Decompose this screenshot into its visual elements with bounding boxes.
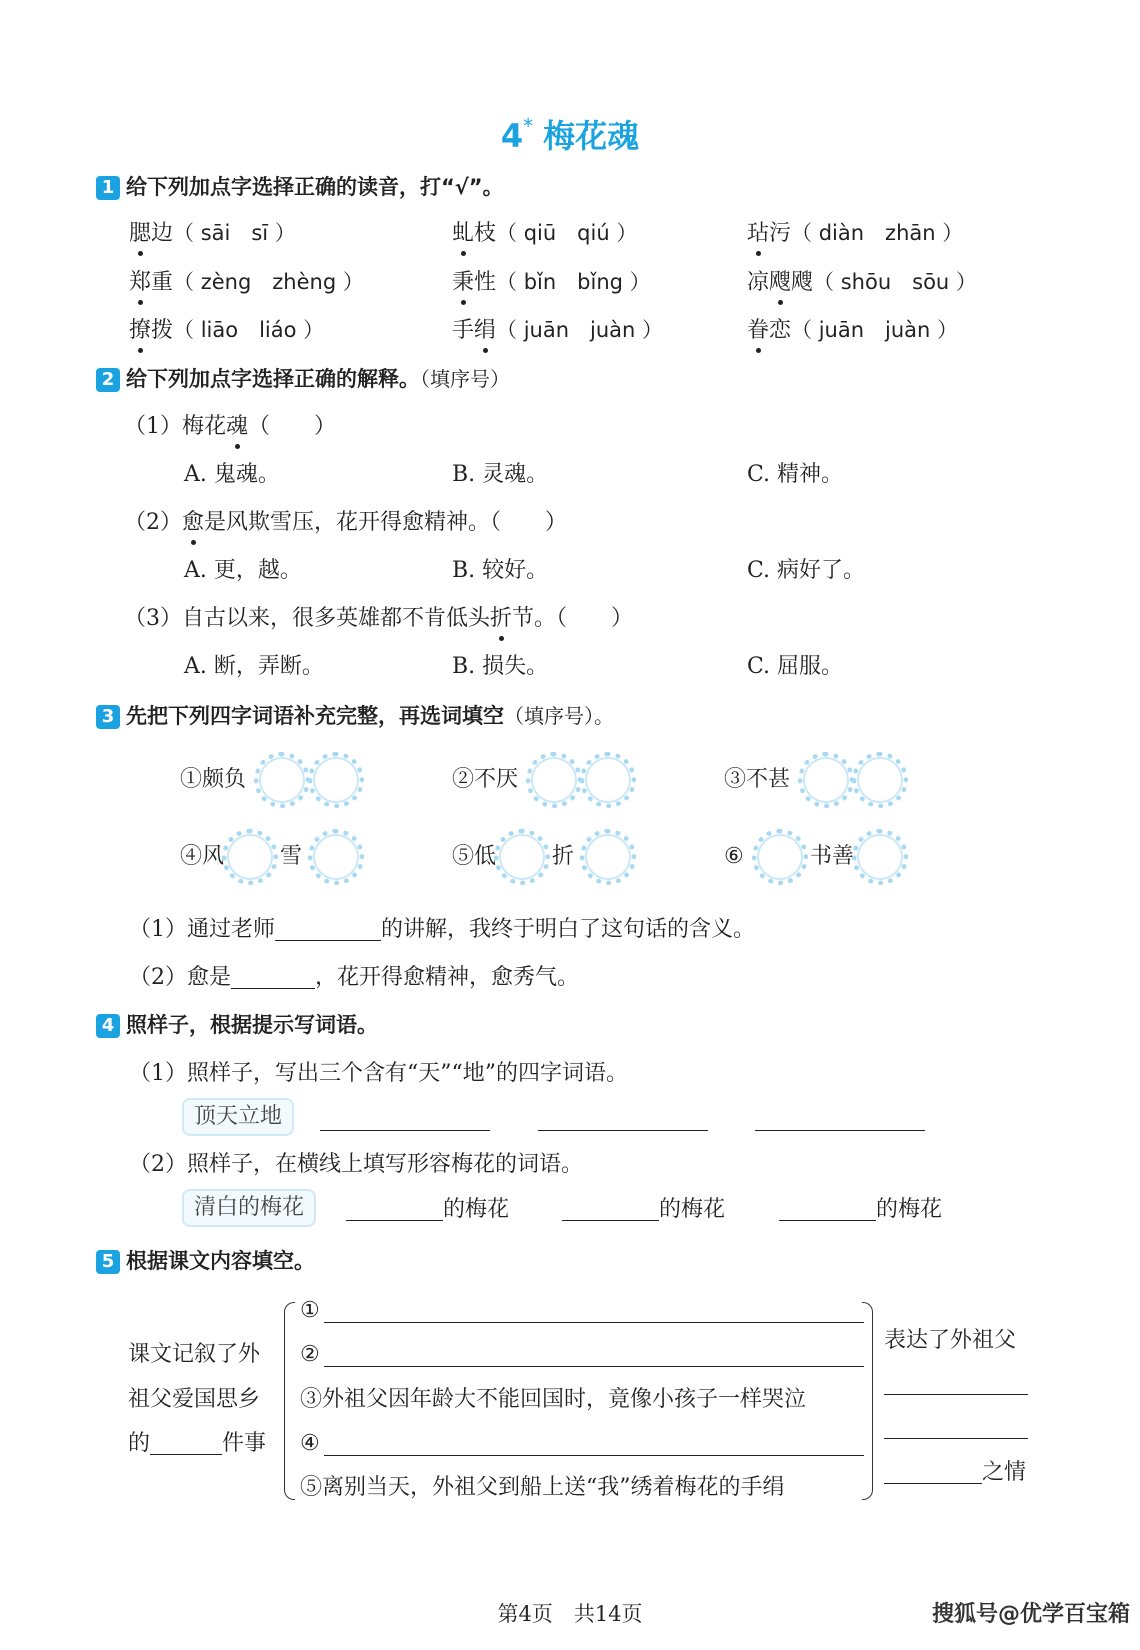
- dotted-char: 飕: [769, 270, 792, 295]
- question-text: 给下列加点字选择正确的读音，打“√”。: [126, 175, 504, 199]
- answer-blank[interactable]: [346, 1220, 443, 1221]
- dotted-char: 撩: [129, 318, 152, 343]
- dotted-char: 魂: [226, 414, 249, 439]
- summary-text: 的: [128, 1431, 151, 1456]
- option: C. 病好了。: [747, 558, 866, 583]
- pinyin-options[interactable]: （ liāo liáo ）: [173, 318, 325, 342]
- word-part: 恋: [769, 318, 792, 343]
- word-part: 重: [151, 270, 174, 295]
- answer-blank[interactable]: [275, 940, 381, 941]
- pinyin-options[interactable]: （ juān juàn ）: [496, 318, 664, 342]
- answer-line[interactable]: [538, 1130, 708, 1131]
- char-circle[interactable]: [798, 752, 854, 808]
- pinyin-item: [747, 320, 958, 342]
- option: C. 精神。: [747, 462, 844, 487]
- fill-sentence-2: [129, 967, 579, 989]
- question-number-badge: 2: [96, 368, 120, 392]
- option: B. 损失。: [452, 654, 549, 679]
- sentence-text: ，花开得愈精神，愈秀气。: [315, 965, 580, 990]
- question-number-badge: 3: [96, 705, 120, 729]
- sub-question: [124, 416, 336, 438]
- lesson-number: 4: [500, 117, 524, 155]
- pinyin-item: [129, 223, 296, 245]
- summary-right-top: 表达了外祖父: [884, 1328, 1017, 1353]
- option: C. 屈服。: [747, 654, 844, 679]
- question-text: 先把下列四字词语补充完整，再选词填空: [126, 704, 504, 728]
- dotted-char: 玷: [747, 221, 770, 246]
- answer-line[interactable]: [324, 1366, 864, 1367]
- char-circle[interactable]: [308, 829, 364, 885]
- answer-blank[interactable]: [779, 1220, 876, 1221]
- char-circle[interactable]: [526, 752, 582, 808]
- idiom-prefix: ④风: [180, 844, 225, 869]
- idiom-middle: 雪: [280, 844, 303, 869]
- question-text: 根据课文内容填空。: [126, 1249, 315, 1273]
- watermark: 搜狐号@优学百宝箱: [931, 1602, 1130, 1627]
- pinyin-options[interactable]: （ zèng zhèng ）: [173, 270, 364, 294]
- answer-line[interactable]: [324, 1322, 864, 1323]
- char-circle[interactable]: [254, 752, 310, 808]
- char-circle[interactable]: [580, 752, 636, 808]
- dotted-char: 愈: [182, 510, 205, 535]
- summary-right-end: [884, 1462, 1026, 1484]
- left-brace: [284, 1302, 295, 1500]
- question-hint: （填序号）。: [504, 704, 614, 728]
- sentence-text: （1）通过老师: [129, 917, 275, 942]
- pinyin-options[interactable]: （ bǐn bǐng ）: [496, 270, 651, 294]
- suffix-text: 的梅花: [659, 1197, 726, 1222]
- answer-line[interactable]: [324, 1455, 864, 1456]
- fill-sentence-1: [129, 919, 755, 941]
- option: B. 较好。: [452, 558, 549, 583]
- sentence-part: 梅花: [182, 414, 227, 439]
- question-text: 给下列加点字选择正确的解释。: [126, 367, 420, 391]
- answer-line[interactable]: [320, 1130, 490, 1131]
- word-part: 飕: [791, 270, 814, 295]
- example-box-1: [182, 1098, 294, 1136]
- right-brace: [862, 1302, 873, 1500]
- word-part: 枝: [474, 221, 497, 246]
- pinyin-options[interactable]: （ shōu sōu ）: [813, 270, 977, 294]
- pinyin-options[interactable]: （ diàn zhān ）: [791, 221, 964, 245]
- pinyin-item: [452, 320, 663, 342]
- word-part: 拨: [151, 318, 174, 343]
- sentence-part[interactable]: 是风欺雪压，花开得愈精神。（ ）: [204, 510, 568, 535]
- sub-question: [124, 512, 567, 534]
- option: B. 灵魂。: [452, 462, 549, 487]
- example-box-2: [182, 1189, 316, 1227]
- fill-plum-1: [346, 1199, 509, 1221]
- summary-text: 件事: [222, 1431, 267, 1456]
- dotted-char: 折: [490, 606, 513, 631]
- event-item: ⑤离别当天，外祖父到船上送“我”绣着梅花的手绢: [300, 1475, 785, 1500]
- question-4-header: [96, 1014, 378, 1038]
- char-circle[interactable]: [852, 752, 908, 808]
- summary-text: 之情: [982, 1460, 1027, 1485]
- pinyin-options[interactable]: （ sāi sī ）: [173, 221, 296, 245]
- pinyin-options[interactable]: （ juān juàn ）: [791, 318, 959, 342]
- sub-question: [124, 608, 633, 630]
- answer-line[interactable]: [884, 1394, 1028, 1395]
- lesson-star: *: [523, 114, 534, 138]
- lesson-title: 梅花魂: [543, 117, 640, 155]
- question-2-header: [96, 368, 510, 392]
- question-1-header: [96, 176, 504, 200]
- question-number-badge: 1: [96, 176, 120, 200]
- answer-blank[interactable]: [562, 1220, 659, 1221]
- idiom-prefix: ③不甚: [724, 767, 791, 792]
- summary-left-2: 祖父爱国思乡: [128, 1387, 261, 1412]
- idiom-middle: 书善: [810, 844, 855, 869]
- sub-question-2: （2）照样子，在横线上填写形容梅花的词语。: [129, 1152, 583, 1177]
- summary-left-1: 课文记叙了外: [128, 1342, 261, 1367]
- suffix-text: 的梅花: [876, 1197, 943, 1222]
- suffix-text: 的梅花: [443, 1197, 510, 1222]
- dotted-char: 虬: [452, 221, 475, 246]
- option: A. 更，越。: [184, 558, 302, 583]
- idiom-prefix: ⑤低: [452, 844, 497, 869]
- question-5-header: [96, 1250, 315, 1274]
- fill-plum-2: [562, 1199, 725, 1221]
- pinyin-item: [452, 272, 651, 294]
- sub-label: （2）: [124, 510, 182, 535]
- question-hint: （填序号）: [420, 367, 510, 391]
- sub-label: （1）: [124, 414, 182, 439]
- pinyin-item: [129, 320, 324, 342]
- dotted-char: 秉: [452, 270, 475, 295]
- idiom-prefix: ⑥: [724, 844, 744, 869]
- char-circle[interactable]: [494, 829, 550, 885]
- word-part: 凉: [747, 270, 770, 295]
- count-blank[interactable]: [150, 1454, 222, 1455]
- word-part: 边: [151, 221, 174, 246]
- event-item: ①: [300, 1298, 320, 1323]
- option: A. 鬼魂。: [184, 462, 280, 487]
- word-part: 性: [474, 270, 497, 295]
- idiom-prefix: ①颇负: [180, 767, 247, 792]
- idiom-prefix: ②不厌: [452, 767, 519, 792]
- event-item: ③外祖父因年龄大不能回国时，竟像小孩子一样哭泣: [300, 1387, 807, 1412]
- fill-plum-3: [779, 1199, 942, 1221]
- page-title: [0, 114, 1140, 155]
- char-circle[interactable]: [852, 829, 908, 885]
- sentence-part[interactable]: 节。（ ）: [512, 606, 634, 631]
- sentence-part[interactable]: （ ）: [248, 414, 337, 439]
- dotted-char: 绢: [474, 318, 497, 343]
- char-circle[interactable]: [308, 752, 364, 808]
- idiom-middle: 折: [552, 844, 575, 869]
- dotted-char: 腮: [129, 221, 152, 246]
- answer-blank[interactable]: [884, 1483, 982, 1484]
- question-number-badge: 5: [96, 1250, 120, 1274]
- pinyin-item: [452, 223, 637, 245]
- question-3-header: [96, 705, 614, 729]
- event-item: ②: [300, 1342, 320, 1367]
- pinyin-item: [129, 272, 364, 294]
- dotted-char: 眷: [747, 318, 770, 343]
- dotted-char: 郑: [129, 270, 152, 295]
- char-circle[interactable]: [580, 829, 636, 885]
- sentence-part: 自古以来，很多英雄都不肯低头: [182, 606, 491, 631]
- sub-question-1: （1）照样子，写出三个含有“天”“地”的四字词语。: [129, 1061, 628, 1086]
- pinyin-item: [747, 272, 977, 294]
- char-circle[interactable]: [752, 829, 808, 885]
- sub-label: （3）: [124, 606, 182, 631]
- example-word: 顶天立地: [182, 1098, 294, 1136]
- answer-blank[interactable]: [231, 988, 315, 989]
- word-part: 手: [452, 318, 475, 343]
- pinyin-options[interactable]: （ qiū qiú ）: [496, 221, 638, 245]
- question-number-badge: 4: [96, 1014, 120, 1038]
- page-footer: 第4页 共14页: [497, 1602, 643, 1626]
- event-item: ④: [300, 1431, 320, 1456]
- example-word: 清白的梅花: [182, 1189, 316, 1227]
- answer-line[interactable]: [755, 1130, 925, 1131]
- char-circle[interactable]: [222, 829, 278, 885]
- word-part: 污: [769, 221, 792, 246]
- answer-line[interactable]: [884, 1438, 1028, 1439]
- summary-left-3: [128, 1433, 266, 1455]
- option: A. 断，弄断。: [184, 654, 324, 679]
- sentence-text: （2）愈是: [129, 965, 231, 990]
- question-text: 照样子，根据提示写词语。: [126, 1013, 378, 1037]
- pinyin-item: [747, 223, 963, 245]
- sentence-text: 的讲解，我终于明白了这句话的含义。: [381, 917, 756, 942]
